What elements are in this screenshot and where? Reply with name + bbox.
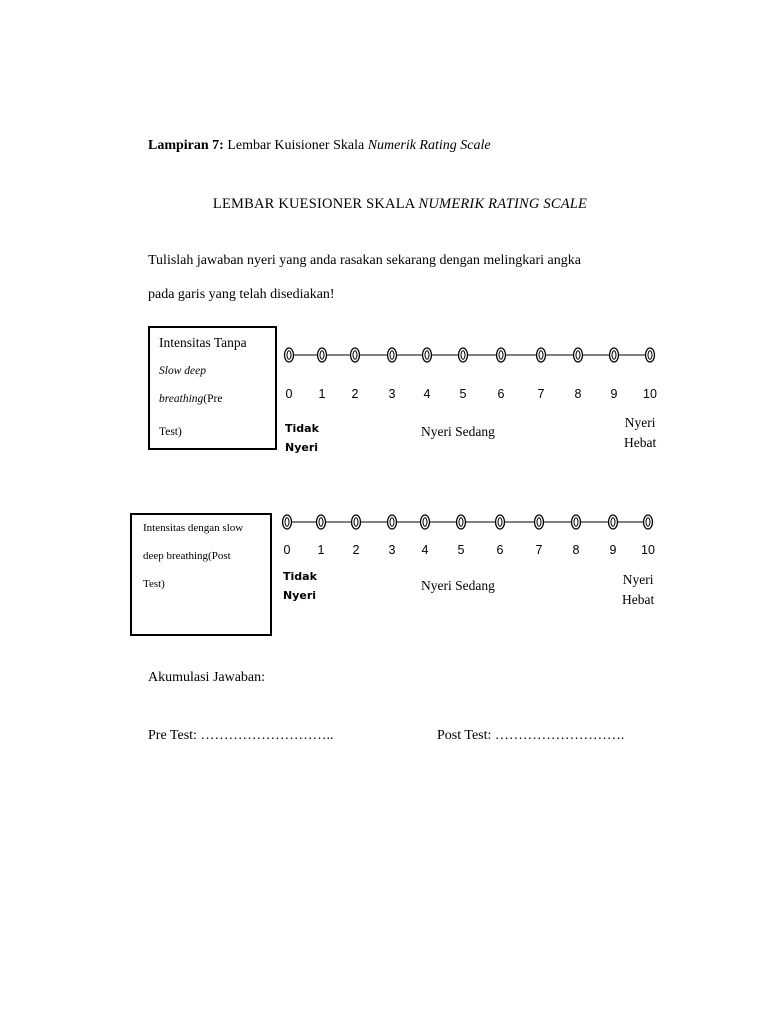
title-italic: NUMERIK RATING SCALE [418,196,588,212]
pre-scale-number-2: 2 [351,387,359,401]
pre-left-label-1: Tidak [285,422,319,435]
post-scale-number-6: 6 [496,543,504,557]
instruction-line-1: Tulislah jawaban nyeri yang anda rasakan sekarang dengan melingkari angka [148,253,581,268]
pre-test-result [148,728,333,744]
pre-scale-number-7: 7 [537,387,545,401]
post-box-line-2: deep breathing(Post [143,550,231,562]
pre-scale-number-1: 1 [318,387,326,401]
post-scale-number-0: 0 [283,543,291,557]
instruction-line-2: pada garis yang telah disediakan! [148,287,335,302]
post-scale-point-7[interactable] [535,515,544,529]
post-left-label [283,567,317,605]
post-scale-point-0[interactable] [283,515,292,529]
post-left-label-1: Tidak [283,570,317,583]
caption-text: Lembar Kuisioner Skala [227,138,365,153]
pre-scale-number-6: 6 [497,387,505,401]
post-scale-number-10: 10 [641,543,655,557]
post-mid-label: Nyeri Sedang [421,578,495,593]
post-scale-number-4: 4 [421,543,429,557]
post-right-label-1: Nyeri [622,572,654,587]
pre-scale-number-4: 4 [423,387,431,401]
post-scale-number-9: 9 [609,543,617,557]
pre-scale-number-8: 8 [574,387,582,401]
post-scale-point-4[interactable] [421,515,430,529]
pre-box-line-4: Test) [159,426,182,438]
post-scale-number-3: 3 [388,543,396,557]
pre-left-label-2: Nyeri [285,441,319,454]
pre-box-line-2: Slow deep [159,365,206,377]
title-text: LEMBAR KUESIONER SKALA [212,196,415,212]
pre-mid-label: Nyeri Sedang [421,424,495,439]
pre-scale-number-3: 3 [388,387,396,401]
pre-scale-number-10: 10 [643,387,657,401]
post-scale-number-5: 5 [457,543,465,557]
pre-right-label-1: Nyeri [624,415,656,430]
post-scale-point-10[interactable] [644,515,653,529]
post-scale-point-1[interactable] [317,515,326,529]
post-box-line-1: Intensitas dengan slow [143,522,244,534]
pre-test-label: Pre Test: [148,728,197,743]
post-scale-point-3[interactable] [388,515,397,529]
post-left-label-2: Nyeri [283,589,317,602]
pre-box-line-1: Intensitas Tanpa [159,335,247,350]
post-scale-point-5[interactable] [457,515,466,529]
caption-italic: Numerik Rating Scale [367,138,491,153]
post-right-label-2: Hebat [622,592,655,607]
post-scale-point-8[interactable] [572,515,581,529]
pre-right-label-2: Hebat [624,435,657,450]
post-scale-point-9[interactable] [609,515,618,529]
pre-box-line-3-rest: (Pre [203,393,223,405]
pre-box-line-3-italic: breathing [159,393,204,405]
post-right-label [622,570,654,610]
post-test-value: ………………………. [494,728,625,743]
post-test-result [437,728,624,744]
post-box-line-3: Test) [143,578,165,590]
post-scale-number-7: 7 [535,543,543,557]
pre-scale-number-9: 9 [610,387,618,401]
pre-scale-number-0: 0 [285,387,293,401]
post-scale-number-1: 1 [317,543,325,557]
post-scale-number-2: 2 [352,543,360,557]
post-scale-number-8: 8 [572,543,580,557]
pre-test-value: ……………………….. [200,728,334,743]
pre-scale-number-5: 5 [459,387,467,401]
post-scale-point-2[interactable] [352,515,361,529]
post-scale-point-6[interactable] [496,515,505,529]
caption-label: Lampiran 7: [148,138,224,153]
accumulation-heading: Akumulasi Jawaban: [148,670,266,685]
post-test-label: Post Test: [437,728,492,743]
